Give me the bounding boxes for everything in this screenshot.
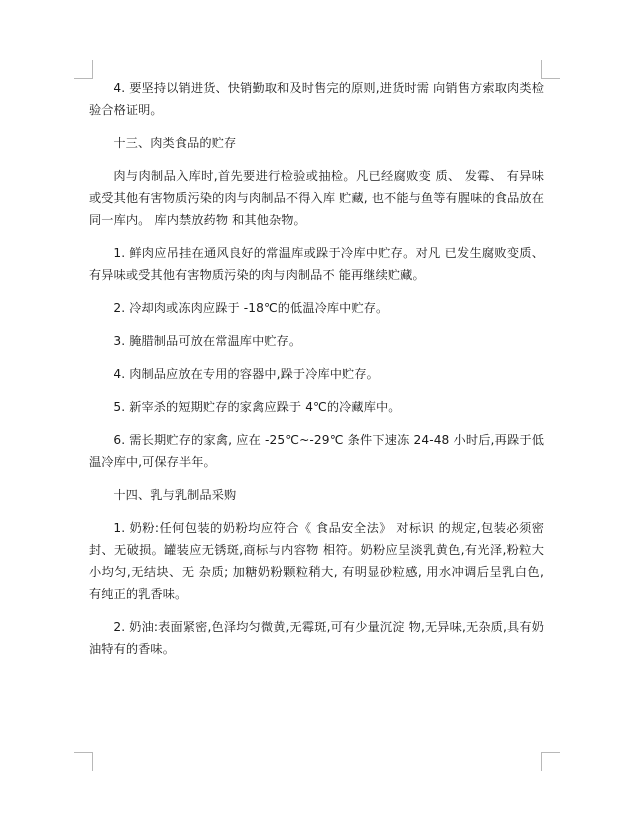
paragraph-meat-inspection: 肉与肉制品入库时,首先要进行检验或抽检。凡已经腐败变 质、 发霉、 有异味或受其他有害物质污染的肉与肉制品不得入库 贮藏, 也不能与鱼等有腥味的食品放在同一库内。 库内禁放药物 和其他杂物。 xyxy=(89,169,544,227)
margin-corner-bottom-right xyxy=(541,752,560,771)
paragraph-meat-products: 4. 肉制品应放在专用的容器中,跺于冷库中贮存。 xyxy=(113,367,379,381)
margin-corner-bottom-left xyxy=(74,752,93,771)
paragraph-fresh-meat: 1. 鲜肉应吊挂在通风良好的常温库或跺于冷库中贮存。对凡 已发生腐败变质、 有异味或受其他有害物质污染的肉与肉制品不 能再继续贮藏。 xyxy=(89,246,544,282)
paragraph-butter: 2. 奶油:表面紧密,色泽均匀微黄,无霉斑,可有少量沉淀 物,无异味,无杂质,具有奶油特有的香味。 xyxy=(89,620,544,656)
section-heading-dairy-purchase: 十四、乳与乳制品采购 xyxy=(113,488,237,502)
section-heading-meat-storage: 十三、肉类食品的贮存 xyxy=(113,136,237,150)
paragraph-purchase-principle: 4. 要坚持以销进货、快销勤取和及时售完的原则,进货时需 向销售方索取肉类检验合格证明。 xyxy=(89,81,544,117)
paragraph-long-term-poultry: 6. 需长期贮存的家禽, 应在 -25℃~-29℃ 条件下速冻 24-48 小时后,再跺于低温冷库中,可保存半年。 xyxy=(89,433,544,469)
document-body xyxy=(89,77,544,671)
paragraph-milk-powder: 1. 奶粉:任何包装的奶粉均应符合《 食品安全法》 对标识 的规定,包装必须密封、无破损。罐装应无锈斑,商标与内容物 相符。奶粉应呈淡乳黄色,有光泽,粉粒大小均匀,无结块、无 杂质; 加糖奶粉颗粒稍大, 有明显砂粒感, 用水冲调后呈乳白色, 有纯正的乳香味。 xyxy=(89,521,544,601)
paragraph-cured-products: 3. 腌腊制品可放在常温库中贮存。 xyxy=(113,334,302,348)
paragraph-frozen-meat: 2. 冷却肉或冻肉应跺于 -18℃的低温冷库中贮存。 xyxy=(113,301,389,315)
paragraph-fresh-poultry: 5. 新宰杀的短期贮存的家禽应跺于 4℃的冷藏库中。 xyxy=(113,400,401,414)
